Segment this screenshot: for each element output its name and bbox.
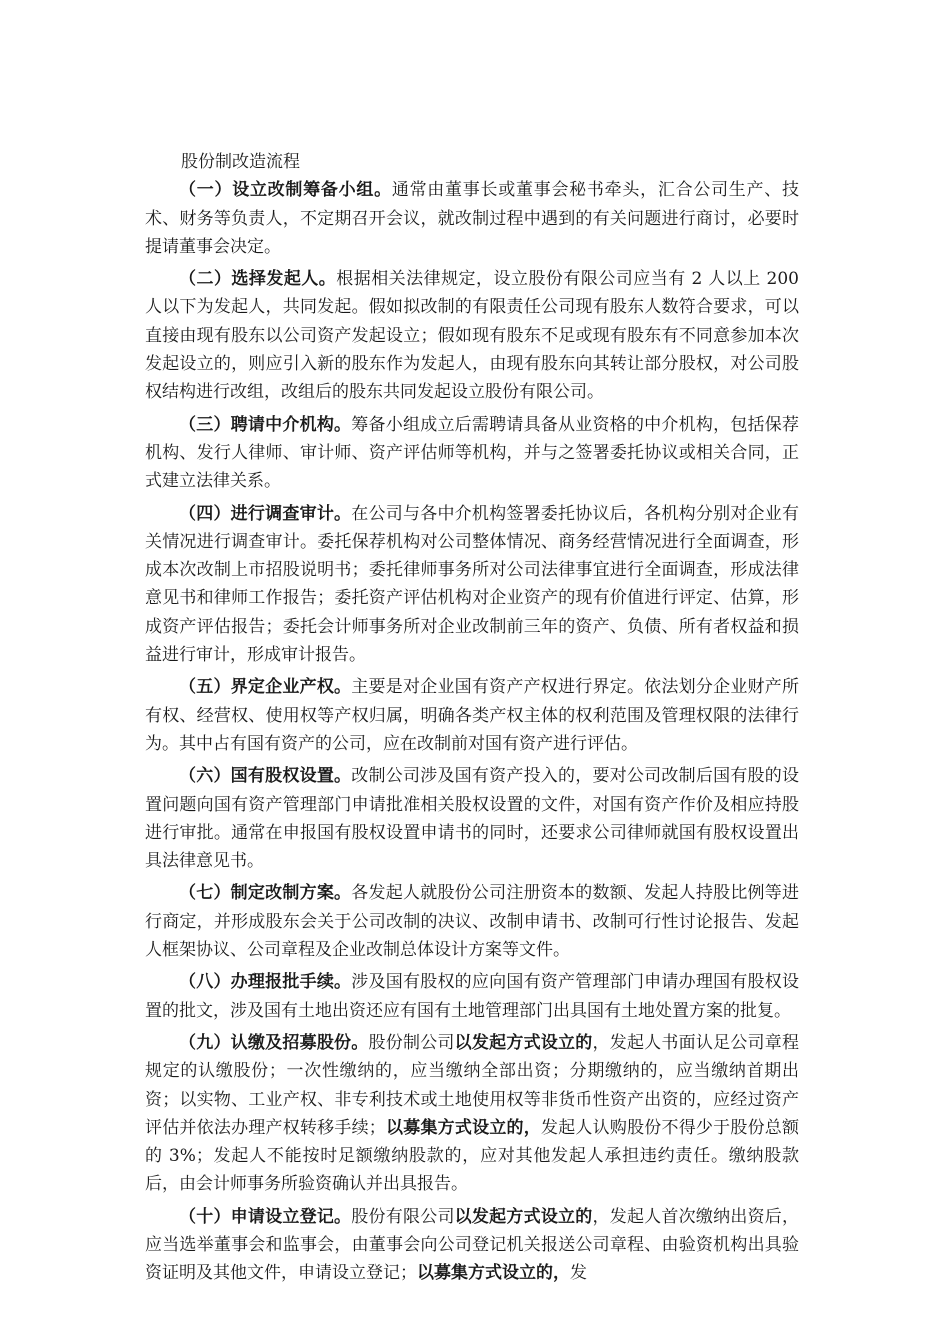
section-heading: （七）制定改制方案。 (179, 883, 352, 904)
section-body: 发起人认购股份不得少于股份总额的 3%；发起人不能按时足额缴纳股款的，应对其他发起人承担违约责任。缴纳股款后，由会计师事务所验资确认并出具报告。 (145, 1117, 800, 1195)
section-body: 筹备小组成立后需聘请具备从业资格的中介机构，包括保荐机构、发行人律师、审计师、资产评估师等机构，并与之签署委托协议或相关合同，正式建立法律关系。 (145, 414, 800, 492)
section-heading: （一）设立改制筹备小组。 (179, 180, 392, 201)
section-heading: （十）申请设立登记。 (179, 1206, 352, 1227)
section-body: ，发起人首次缴纳出资后，应当选举董事会和监事会，由董事会向公司登记机关报送公司章程、由验资机构出具验资证明及其他文件，申请设立登记； (145, 1206, 800, 1284)
section-body: 涉及国有股权的应向国有资产管理部门申请办理国有股权设置的批文，涉及国有土地出资还应有国有土地管理部门出具国有土地处置方案的批复。 (145, 972, 800, 1021)
emphasis-text: 以发起方式设立的 (454, 1032, 593, 1053)
section-body: 各发起人就股份公司注册资本的数额、发起人持股比例等进行商定，并形成股东会关于公司改制的决议、改制申请书、改制可行性讨论报告、发起人框架协议、公司章程及企业改制总体设计方案等文件。 (145, 883, 800, 961)
section-heading: （九）认缴及招募股份。 (179, 1032, 369, 1053)
section-2 (145, 265, 799, 406)
section-heading: （四）进行调查审计。 (179, 503, 352, 524)
section-body: ，发起人书面认足公司章程规定的认缴股份；一次性缴纳的，应当缴纳全部出资；分期缴纳的，应当缴纳首期出资；以实物、工业产权、非专利技术或土地使用权等非货币性资产出资的，应经过资产评估并依法办理产权转移手续； (145, 1032, 800, 1138)
document-title: 股份制改造流程 (181, 152, 300, 172)
emphasis-text: 以募集方式设立的， (385, 1117, 541, 1138)
section-heading: （六）国有股权设置。 (179, 766, 352, 787)
section-body: 改制公司涉及国有资产投入的，要对公司改制后国有股的设置问题向国有资产管理部门申请批准相关股权设置的文件，对国有资产作价及相应持股进行审批。通常在申报国有股权设置申请书的同时，还要求公司律师就国有股权设置出具法律意见书。 (145, 766, 800, 872)
emphasis-text: 以发起方式设立的 (454, 1206, 593, 1227)
section-1 (145, 176, 799, 261)
document-page (145, 148, 799, 1292)
section-heading: （三）聘请中介机构。 (179, 414, 352, 435)
section-10 (145, 1203, 799, 1288)
section-heading: （五）界定企业产权。 (179, 677, 352, 698)
section-body: 股份有限公司 (351, 1206, 455, 1227)
emphasis-text: 以募集方式设立的， (417, 1263, 570, 1284)
section-heading: （二）选择发起人。 (179, 269, 337, 290)
section-body: 发 (570, 1263, 587, 1284)
section-8 (145, 968, 799, 1025)
section-7 (145, 879, 799, 964)
section-body: 在公司与各中介机构签署委托协议后，各机构分别对企业有关情况进行调查审计。委托保荐机构对公司整体情况、商务经营情况进行全面调查，形成本次改制上市招股说明书；委托律师事务所对公司法律事宜进行全面调查，形成法律意见书和律师工作报告；委托资产评估机构对企业资产的现有价值进行评定、估算，形成资产评估报告；委托会计师事务所对企业改制前三年的资产、负债、所有者权益和损益进行审计，形成审计报告。 (145, 503, 800, 666)
section-body: 股份制公司 (368, 1032, 455, 1053)
section-body: 根据相关法律规定，设立股份有限公司应当有 2 人以上 200 人以下为发起人，共同发起。假如拟改制的有限责任公司现有股东人数符合要求，可以直接由现有股东以公司资产发起设立；假如现有股东不足或现有股东有不同意参加本次发起设立的，则应引入新的股东作为发起人，由现有股东向其转让部分股权，对公司股权结构进行改组，改组后的股东共同发起设立股份有限公司。 (145, 269, 799, 403)
section-heading: （八）办理报批手续。 (179, 972, 352, 993)
section-body: 通常由董事长或董事会秘书牵头，汇合公司生产、技术、财务等负责人，不定期召开会议，就改制过程中遇到的有关问题进行商讨，必要时提请董事会决定。 (145, 180, 800, 257)
section-3 (145, 411, 799, 496)
section-body: 主要是对企业国有资产产权进行界定。依法划分企业财产所有权、经营权、使用权等产权归属，明确各类产权主体的权利范围及管理权限的法律行为。其中占有国有资产的公司，应在改制前对国有资产进行评估。 (145, 677, 800, 754)
section-9 (145, 1029, 799, 1199)
section-5 (145, 673, 799, 758)
section-4 (145, 500, 799, 670)
section-6 (145, 762, 799, 875)
